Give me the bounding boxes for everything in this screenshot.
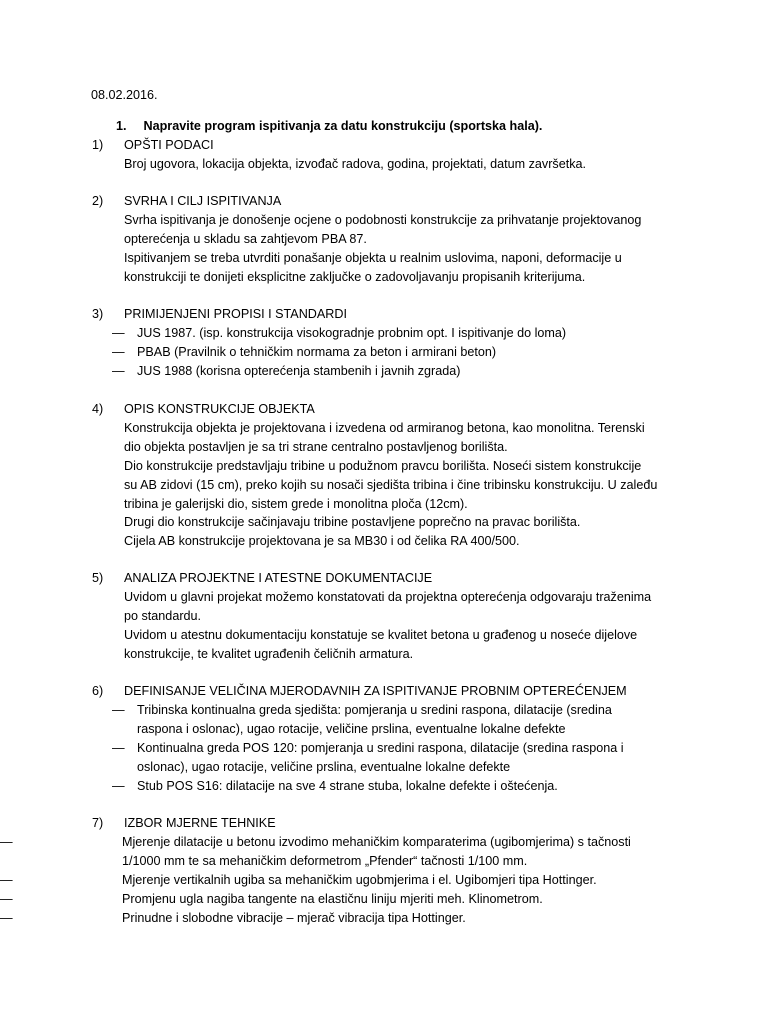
section-title: OPŠTI PODACI: [124, 138, 214, 152]
section-body: Uvidom u glavni projekat možemo konstatovati da projektna opterećenja odgovaraju traženima po standardu. Uvidom u atestnu dokumentaciju konstatuje se kvalitet betona u građenog u noseće dijelove konstrukcije, te kvalitet ugrađenih čeličnih armatura.: [124, 589, 652, 661]
dash-bullet: —: [112, 740, 125, 755]
dash-bullet: —: [0, 891, 13, 906]
list-item-text: Promjenu ugla nagiba tangente na elastičnu liniju mjeriti meh. Klinometrom.: [122, 891, 543, 906]
dash-bullet: —: [0, 910, 13, 925]
section-number: 1): [92, 138, 104, 152]
section-title: OPIS KONSTRUKCIJE OBJEKTA: [124, 402, 315, 416]
section-heading: [92, 814, 692, 833]
list-item: [0, 909, 692, 928]
task-text: Napravite program ispitivanja za datu konstrukciju (sportska hala).: [143, 119, 543, 133]
section-title: SVRHA I CILJ ISPITIVANJA: [124, 194, 282, 208]
list-item-text: PBAB (Pravilnik o tehničkim normama za beton i armirani beton): [137, 344, 497, 359]
section-documentation-analysis: [92, 569, 692, 664]
list-item: [92, 324, 692, 343]
quantities-list: [92, 701, 692, 796]
section-heading: [92, 682, 692, 701]
list-item-text: Mjerenje vertikalnih ugiba sa mehaničkim ugobmjerima i el. Ugibomjeri tipa Hottinger.: [122, 872, 597, 887]
section-title: DEFINISANJE VELIČINA MJERODAVNIH ZA ISPITIVANJE PROBNIM OPTEREĆENJEM: [124, 684, 627, 698]
section-structure-description: [92, 400, 692, 551]
list-item-text: Kontinualna greda POS 120: pomjeranja u sredini raspona, dilatacije (sredina raspona i oslonac), ugao rotacije, veličine prslina, eventualne lokalne defekte: [137, 740, 624, 774]
task-heading: [116, 117, 542, 136]
section-number: 6): [92, 684, 104, 698]
dash-bullet: —: [112, 325, 125, 340]
section-measurement-technique: [0, 814, 692, 927]
list-item-text: Stub POS S16: dilatacije na sve 4 strane stuba, lokalne defekte i oštećenja.: [137, 778, 558, 793]
section-heading: [92, 400, 692, 419]
list-item-text: Tribinska kontinualna greda sjedišta: pomjeranja u sredini raspona, dilatacije (sredina raspona i oslonac), ugao rotacije, veličine prslina, eventualne lokalne defekte: [137, 702, 612, 736]
section-title: PRIMIJENJENI PROPISI I STANDARDI: [124, 307, 347, 321]
dash-bullet: —: [0, 834, 13, 849]
dash-bullet: —: [112, 344, 125, 359]
list-item-text: JUS 1987. (isp. konstrukcija visokogradnje probnim opt. I ispitivanje do loma): [137, 325, 567, 340]
list-item: [92, 362, 692, 381]
section-heading: [92, 305, 692, 324]
list-item: [0, 890, 692, 909]
section-body: Svrha ispitivanja je donošenje ocjene o podobnosti konstrukcije za prihvatanje projektovanog opterećenja u skladu sa zahtjevom PBA 87. Ispitivanjem se treba utvrditi ponašanje objekta u realnim uslovima, naponi, deformacije u konstrukciji te donijeti eksplicitne zaključke o zadovoljavanju propisanih kriterijuma.: [124, 212, 642, 284]
section-number: 5): [92, 571, 104, 585]
standards-list: [92, 324, 692, 381]
list-item: [92, 701, 692, 739]
section-body: Broj ugovora, lokacija objekta, izvođač radova, godina, projektati, datum završetka.: [124, 156, 587, 171]
section-title: IZBOR MJERNE TEHNIKE: [124, 816, 276, 830]
list-item-text: Mjerenje dilatacije u betonu izvodimo mehaničkim komparaterima (ugibomjerima) s tačnosti 1/1000 mm te sa mehaničkim deformetrom „Pfender“ tačnosti 1/100 mm.: [122, 834, 631, 868]
section-heading: [92, 569, 692, 588]
list-item-text: JUS 1988 (korisna opterećenja stambenih i javnih zgrada): [137, 363, 461, 378]
document-date: 08.02.2016.: [91, 88, 158, 102]
section-number: 7): [92, 816, 104, 830]
list-item: [92, 777, 692, 796]
list-item-text: Prinudne i slobodne vibracije – mjerač vibracija tipa Hottinger.: [122, 910, 466, 925]
section-number: 4): [92, 402, 104, 416]
dash-bullet: —: [112, 363, 125, 378]
section-body: Konstrukcija objekta je projektovana i izvedena od armiranog betona, kao monolitna. Terenski dio objekta postavljen je sa tri strane centralno postavljenog borilišta. Dio konstrukcije predstavljaju tribine u podužnom pravcu borilišta. Noseći sistem konstrukcije su AB zidovi (15 cm), preko kojih su nosači sjedišta tribina i čine tribinsku konstrukciju. U zaleđu tribina je galerijski dio, sistem grede i monolitna ploča (12cm). Drugi dio konstrukcije sačinjavaju tribine postavljene poprečno na pravac borilišta. Cijela AB konstrukcije projektovana je sa MB30 i od čelika RA 400/500.: [124, 420, 658, 549]
section-number: 3): [92, 307, 104, 321]
task-number: 1.: [116, 119, 127, 133]
list-item: [92, 343, 692, 362]
section-standards: [92, 305, 692, 381]
dash-bullet: —: [112, 702, 125, 717]
list-item: [0, 833, 692, 871]
section-title: ANALIZA PROJEKTNE I ATESTNE DOKUMENTACIJE: [124, 571, 433, 585]
section-measured-quantities: [92, 682, 692, 795]
section-general-data: [92, 136, 692, 174]
technique-list: [0, 833, 692, 928]
section-number: 2): [92, 194, 104, 208]
section-heading: [92, 192, 692, 211]
dash-bullet: —: [112, 778, 125, 793]
section-heading: [92, 136, 692, 155]
list-item: [92, 739, 692, 777]
list-item: [0, 871, 692, 890]
section-purpose: [92, 192, 692, 287]
dash-bullet: —: [0, 872, 13, 887]
